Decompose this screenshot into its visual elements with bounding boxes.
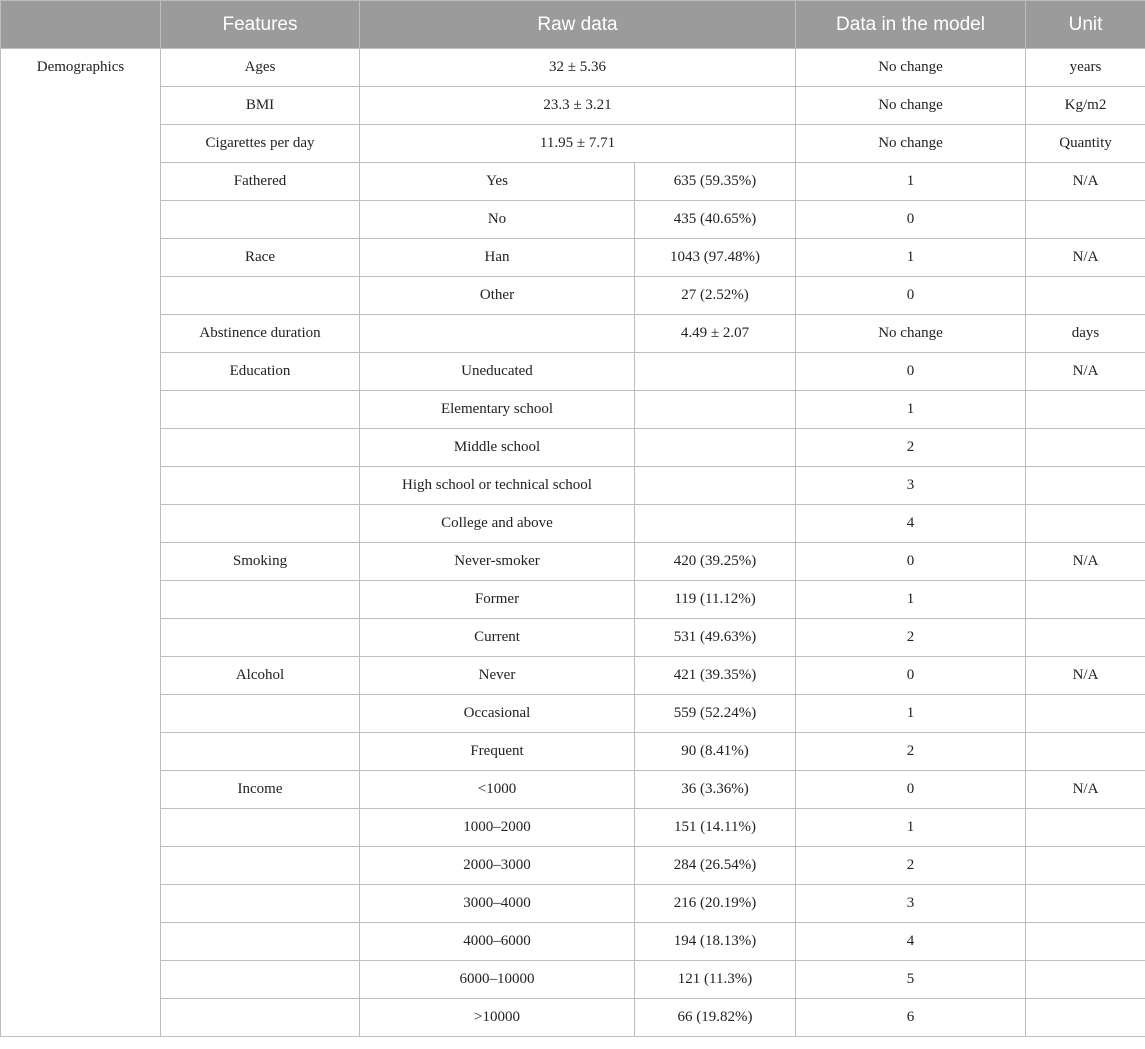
table-row xyxy=(1,87,1145,125)
table-row xyxy=(1,619,1145,657)
feature-cell: Income xyxy=(161,771,360,809)
model-cell: 4 xyxy=(796,923,1026,961)
unit-cell: N/A xyxy=(1026,239,1145,277)
feature-cell: BMI xyxy=(161,87,360,125)
count-cell xyxy=(635,505,796,543)
unit-cell: N/A xyxy=(1026,163,1145,201)
model-cell: No change xyxy=(796,87,1026,125)
count-cell: 151 (14.11%) xyxy=(635,809,796,847)
count-cell: 119 (11.12%) xyxy=(635,581,796,619)
unit-cell xyxy=(1026,391,1145,429)
feature-cell: Abstinence duration xyxy=(161,315,360,353)
count-cell xyxy=(635,467,796,505)
model-cell: No change xyxy=(796,125,1026,163)
count-cell: 1043 (97.48%) xyxy=(635,239,796,277)
feature-cell xyxy=(161,277,360,315)
header-unit: Unit xyxy=(1026,1,1145,49)
unit-cell: N/A xyxy=(1026,353,1145,391)
model-cell: 1 xyxy=(796,809,1026,847)
category-cell: Current xyxy=(360,619,635,657)
unit-cell xyxy=(1026,809,1145,847)
table-row xyxy=(1,581,1145,619)
count-cell xyxy=(635,429,796,467)
feature-cell: Fathered xyxy=(161,163,360,201)
feature-cell: Alcohol xyxy=(161,657,360,695)
table-row xyxy=(1,315,1145,353)
feature-cell: Cigarettes per day xyxy=(161,125,360,163)
category-cell: Frequent xyxy=(360,733,635,771)
model-cell: 0 xyxy=(796,771,1026,809)
feature-cell xyxy=(161,467,360,505)
count-cell: 66 (19.82%) xyxy=(635,999,796,1037)
feature-cell: Education xyxy=(161,353,360,391)
feature-cell: Race xyxy=(161,239,360,277)
model-cell: 2 xyxy=(796,733,1026,771)
table-row xyxy=(1,543,1145,581)
model-cell: 0 xyxy=(796,201,1026,239)
category-cell: 4000–6000 xyxy=(360,923,635,961)
unit-cell xyxy=(1026,999,1145,1037)
feature-cell xyxy=(161,201,360,239)
category-cell: Elementary school xyxy=(360,391,635,429)
table-row xyxy=(1,505,1145,543)
header-row xyxy=(1,1,1145,49)
unit-cell: years xyxy=(1026,49,1145,87)
category-cell: Occasional xyxy=(360,695,635,733)
model-cell: 2 xyxy=(796,429,1026,467)
table-row xyxy=(1,961,1145,999)
count-cell: 121 (11.3%) xyxy=(635,961,796,999)
table-row xyxy=(1,277,1145,315)
category-cell: Former xyxy=(360,581,635,619)
model-cell: No change xyxy=(796,315,1026,353)
feature-cell xyxy=(161,885,360,923)
count-cell: 284 (26.54%) xyxy=(635,847,796,885)
unit-cell xyxy=(1026,885,1145,923)
model-cell: 0 xyxy=(796,277,1026,315)
category-cell: Other xyxy=(360,277,635,315)
table-row xyxy=(1,239,1145,277)
model-cell: 3 xyxy=(796,467,1026,505)
model-cell: 2 xyxy=(796,847,1026,885)
raw-data-cell: 32 ± 5.36 xyxy=(360,49,796,87)
count-cell: 635 (59.35%) xyxy=(635,163,796,201)
table-row xyxy=(1,923,1145,961)
unit-cell: N/A xyxy=(1026,543,1145,581)
category-cell: Yes xyxy=(360,163,635,201)
table-row xyxy=(1,809,1145,847)
model-cell: 2 xyxy=(796,619,1026,657)
header-data-in-model: Data in the model xyxy=(796,1,1026,49)
feature-cell xyxy=(161,505,360,543)
count-cell: 559 (52.24%) xyxy=(635,695,796,733)
table-row xyxy=(1,125,1145,163)
model-cell: 1 xyxy=(796,695,1026,733)
table-row xyxy=(1,163,1145,201)
count-cell: 531 (49.63%) xyxy=(635,619,796,657)
count-cell: 36 (3.36%) xyxy=(635,771,796,809)
table-row xyxy=(1,733,1145,771)
unit-cell xyxy=(1026,467,1145,505)
model-cell: 1 xyxy=(796,239,1026,277)
model-cell: 4 xyxy=(796,505,1026,543)
category-cell: 3000–4000 xyxy=(360,885,635,923)
feature-cell: Smoking xyxy=(161,543,360,581)
header-features: Features xyxy=(161,1,360,49)
unit-cell xyxy=(1026,847,1145,885)
table-row xyxy=(1,353,1145,391)
model-cell: No change xyxy=(796,49,1026,87)
category-cell: High school or technical school xyxy=(360,467,635,505)
table-row xyxy=(1,695,1145,733)
table-row xyxy=(1,49,1145,87)
unit-cell: N/A xyxy=(1026,657,1145,695)
unit-cell xyxy=(1026,695,1145,733)
feature-cell xyxy=(161,695,360,733)
feature-cell xyxy=(161,619,360,657)
unit-cell: N/A xyxy=(1026,771,1145,809)
model-cell: 1 xyxy=(796,581,1026,619)
unit-cell xyxy=(1026,733,1145,771)
raw-data-cell: 23.3 ± 3.21 xyxy=(360,87,796,125)
feature-cell xyxy=(161,961,360,999)
category-cell: College and above xyxy=(360,505,635,543)
feature-cell xyxy=(161,581,360,619)
table-row xyxy=(1,657,1145,695)
model-cell: 0 xyxy=(796,657,1026,695)
category-cell: >10000 xyxy=(360,999,635,1037)
category-cell: Han xyxy=(360,239,635,277)
feature-cell: Ages xyxy=(161,49,360,87)
header-cell-empty xyxy=(1,1,161,49)
table-row xyxy=(1,885,1145,923)
feature-cell xyxy=(161,391,360,429)
category-cell: No xyxy=(360,201,635,239)
unit-cell xyxy=(1026,619,1145,657)
feature-cell xyxy=(161,429,360,467)
table-row xyxy=(1,847,1145,885)
unit-cell xyxy=(1026,923,1145,961)
unit-cell xyxy=(1026,429,1145,467)
category-cell: Uneducated xyxy=(360,353,635,391)
category-cell: Never-smoker xyxy=(360,543,635,581)
header-raw-data: Raw data xyxy=(360,1,796,49)
unit-cell xyxy=(1026,581,1145,619)
count-cell: 421 (39.35%) xyxy=(635,657,796,695)
table-row xyxy=(1,429,1145,467)
raw-data-cell: 11.95 ± 7.71 xyxy=(360,125,796,163)
unit-cell xyxy=(1026,201,1145,239)
feature-cell xyxy=(161,809,360,847)
model-cell: 0 xyxy=(796,353,1026,391)
count-cell: 420 (39.25%) xyxy=(635,543,796,581)
table-row xyxy=(1,391,1145,429)
count-cell xyxy=(635,353,796,391)
table-row xyxy=(1,999,1145,1037)
category-cell: 2000–3000 xyxy=(360,847,635,885)
model-cell: 0 xyxy=(796,543,1026,581)
count-cell: 194 (18.13%) xyxy=(635,923,796,961)
count-cell: 216 (20.19%) xyxy=(635,885,796,923)
category-cell: Middle school xyxy=(360,429,635,467)
count-cell: 4.49 ± 2.07 xyxy=(635,315,796,353)
category-cell: Never xyxy=(360,657,635,695)
model-cell: 1 xyxy=(796,163,1026,201)
category-cell: 6000–10000 xyxy=(360,961,635,999)
count-cell: 90 (8.41%) xyxy=(635,733,796,771)
table-row xyxy=(1,771,1145,809)
count-cell: 435 (40.65%) xyxy=(635,201,796,239)
table-row xyxy=(1,201,1145,239)
table-row xyxy=(1,467,1145,505)
unit-cell: Quantity xyxy=(1026,125,1145,163)
category-cell: <1000 xyxy=(360,771,635,809)
category-cell xyxy=(360,315,635,353)
feature-cell xyxy=(161,733,360,771)
count-cell xyxy=(635,391,796,429)
unit-cell xyxy=(1026,277,1145,315)
feature-cell xyxy=(161,847,360,885)
count-cell: 27 (2.52%) xyxy=(635,277,796,315)
unit-cell: days xyxy=(1026,315,1145,353)
unit-cell xyxy=(1026,961,1145,999)
group-label: Demographics xyxy=(1,49,161,1037)
feature-cell xyxy=(161,999,360,1037)
unit-cell xyxy=(1026,505,1145,543)
model-cell: 3 xyxy=(796,885,1026,923)
model-cell: 1 xyxy=(796,391,1026,429)
model-cell: 6 xyxy=(796,999,1026,1037)
unit-cell: Kg/m2 xyxy=(1026,87,1145,125)
model-cell: 5 xyxy=(796,961,1026,999)
feature-cell xyxy=(161,923,360,961)
category-cell: 1000–2000 xyxy=(360,809,635,847)
